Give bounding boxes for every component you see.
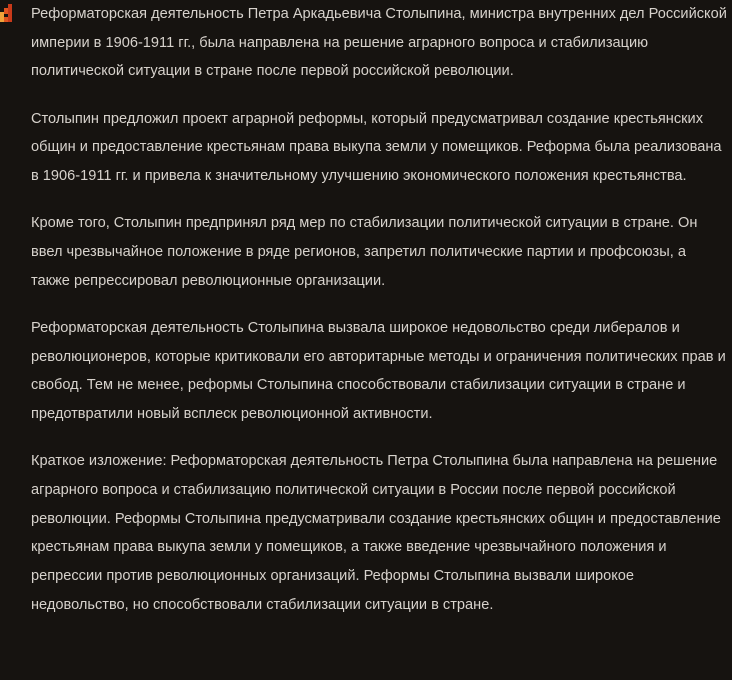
message-paragraph: Кроме того, Столыпин предпринял ряд мер по стабилизации политической ситуации в стране. Он ввел чрезвычайное положение в ряде регионов, запретил политические партии и профсоюзы, а также репрессировал революционные организации. bbox=[31, 215, 698, 289]
message-paragraph: Краткое изложение: Реформаторская деятельность Петра Столыпина была направлена на решение аграрного вопроса и стабилизацию политической ситуации в России после первой российской революции. Реформы Столыпина предусматривали создание крестьянских общин и предоставление крестьянам права выкупа земли у помещиков, а также введение чрезвычайного положения и репрессии против революционных организаций. Реформы Столыпина вызвали широкое недовольство, но способствовали стабилизации ситуации в стране. bbox=[31, 453, 721, 613]
bot-avatar-icon bbox=[0, 4, 12, 22]
assistant-message bbox=[31, 0, 727, 638]
message-paragraph: Реформаторская деятельность Столыпина вызвала широкое недовольство среди либералов и революционеров, которые критиковали его авторитарные методы и ограничения политических прав и свобод. Тем не менее, реформы Столыпина способствовали стабилизации ситуации в стране и предотвратили новый всплеск революционной активности. bbox=[31, 319, 726, 422]
message-paragraph: Реформаторская деятельность Петра Аркадьевича Столыпина, министра внутренних дел Российской империи в 1906-1911 гг., была направлена на решение аграрного вопроса и стабилизацию политической ситуации в стране после первой российской революции. bbox=[31, 6, 727, 80]
message-paragraph: Столыпин предложил проект аграрной реформы, который предусматривал создание крестьянских общин и предоставление крестьянам права выкупа земли у помещиков. Реформа была реализована в 1906-1911 гг. и привела к значительному улучшению экономического положения крестьянства. bbox=[31, 110, 722, 185]
